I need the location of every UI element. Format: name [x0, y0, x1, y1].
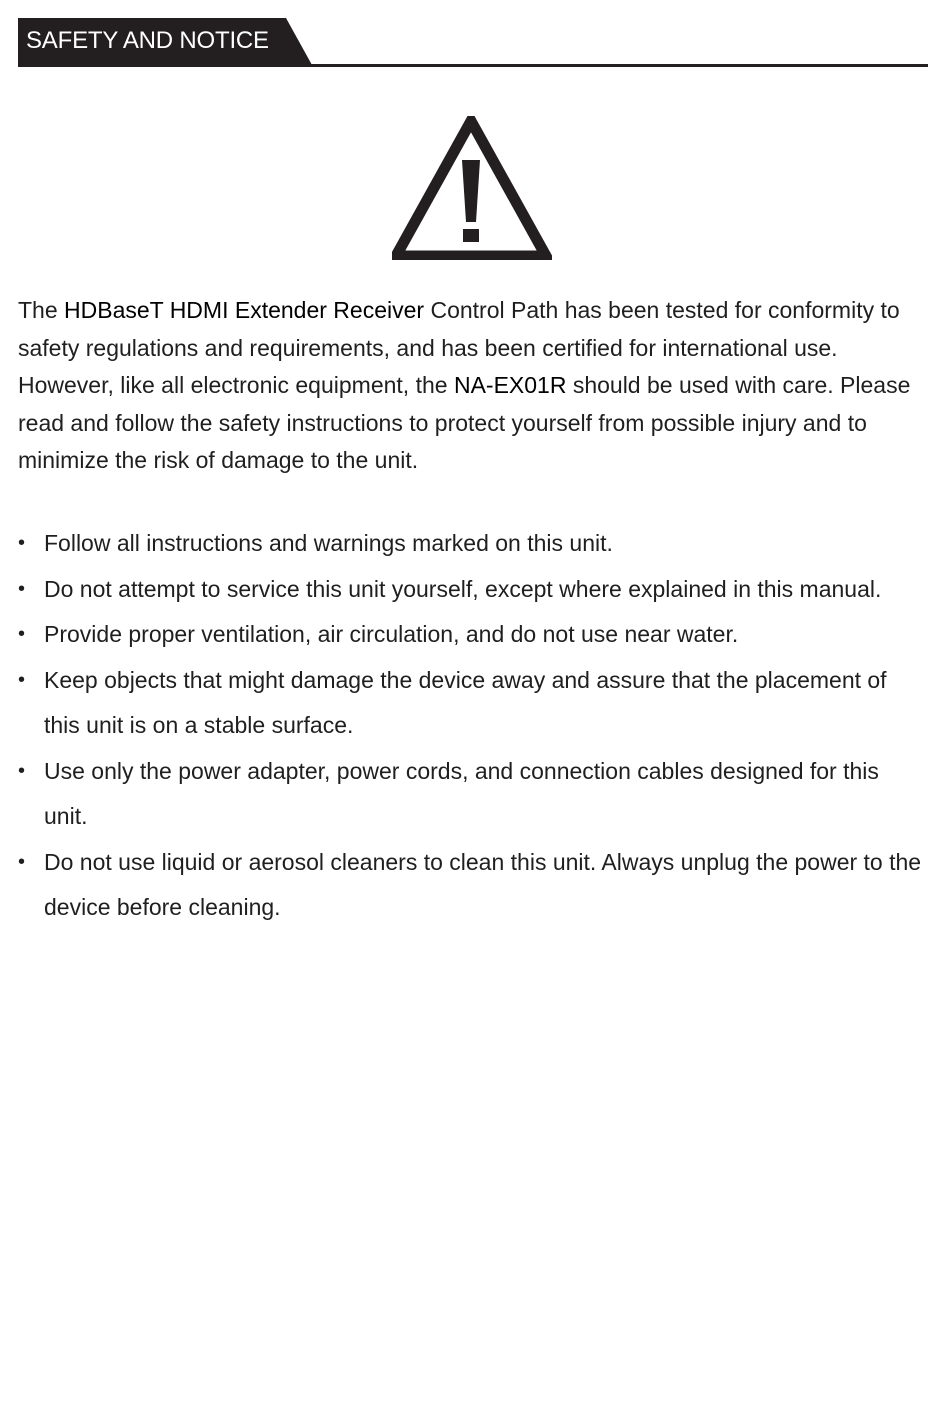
warning-triangle-icon	[392, 116, 552, 260]
intro-text-part-3: should be used with care. Please read and follow the safety instructions to protect yourself from possible injury and to minimize the risk of damage to the unit.	[18, 372, 911, 474]
header-divider	[18, 64, 928, 67]
list-item-text: Provide proper ventilation, air circulation, and do not use near water.	[44, 621, 739, 647]
list-item-text: Follow all instructions and warnings marked on this unit.	[44, 530, 613, 556]
list-item	[18, 521, 928, 567]
list-item	[18, 612, 928, 658]
bullet-icon: •	[18, 668, 26, 691]
list-item	[18, 658, 928, 749]
list-item	[18, 840, 928, 931]
bullet-icon: •	[18, 759, 26, 782]
model-number: NA-EX01R	[453, 372, 567, 399]
safety-instructions-list	[18, 521, 928, 931]
list-item-text: Do not use liquid or aerosol cleaners to clean this unit. Always unplug the power to the device before cleaning.	[44, 848, 922, 920]
list-item	[18, 749, 928, 840]
bullet-icon: •	[18, 850, 26, 873]
list-item-text: Do not attempt to service this unit yourself, except where explained in this manual.	[44, 575, 882, 602]
section-header	[18, 18, 928, 68]
bullet-icon: •	[18, 623, 26, 645]
intro-paragraph	[18, 292, 928, 480]
intro-text-part-1: The	[18, 297, 65, 323]
list-item-text: Use only the power adapter, power cords, and connection cables designed for this unit.	[44, 757, 879, 829]
intro-text-part-2: Control Path has been tested for conformity to safety regulations and requirements, and has been certified for international use. However, like all electronic equipment, the	[18, 297, 900, 399]
page-title: SAFETY AND NOTICE	[26, 27, 269, 54]
product-name: HDBaseT HDMI Extender Receiver	[64, 297, 425, 323]
bullet-icon: •	[18, 532, 26, 554]
list-item-text: Keep objects that might damage the device away and assure that the placement of this unit is on a stable surface.	[44, 666, 887, 738]
list-item	[18, 567, 928, 613]
bullet-icon: •	[18, 577, 26, 600]
